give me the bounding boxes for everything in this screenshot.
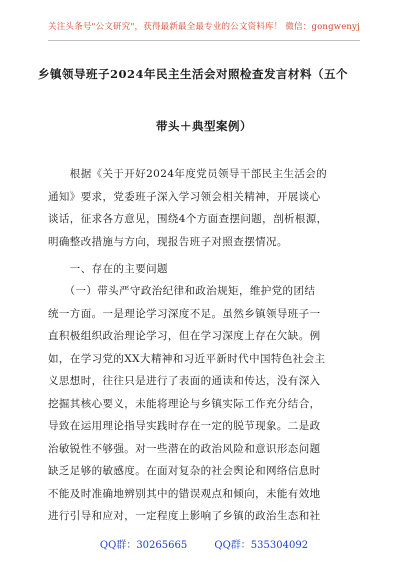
intro-line: 根据《关于开好2024年度党员领导干部民主生活会的 (48, 168, 328, 180)
paragraph-line: 直积极组织政治理论学习，但在学习深度上存在欠缺。例 (48, 330, 321, 342)
paragraph-line: 导致在运用理论指导实践时存在一定的脱节现象。二是政 (48, 420, 321, 432)
document-title-line-2: 带头＋典型案例） (156, 119, 252, 133)
document-title-line-1: 乡镇领导班子2024年民主生活会对照检查发言材料（五个 (38, 67, 349, 81)
intro-paragraph (48, 163, 360, 253)
qq-group-1: QQ群：30265665 (99, 540, 188, 551)
section-heading (48, 258, 360, 281)
paragraph-line: 缺乏足够的敏感度。在面对复杂的社会舆论和网络信息时 (48, 465, 321, 477)
paragraph-line: 挖掘其核心要义，未能将理论与乡镇实际工作充分结合， (48, 397, 321, 410)
paragraph-line: 不能及时准确地辨别其中的错误观点和倾向，未能有效地 (48, 487, 321, 500)
intro-line: 通知》要求，党委班子深入学习领会相关精神，开展谈心 (48, 190, 321, 203)
header-divider (48, 40, 360, 41)
intro-line: 谈话，征求各方意见，围绕4个方面查摆问题，剖析根源， (48, 213, 328, 225)
paragraph-line: 治敏锐性不够强。对一些潜在的政治风险和意识形态问题 (48, 442, 321, 455)
paragraph-line: （一）带头严守政治纪律和政治规矩，维护党的团结 (48, 285, 316, 297)
section-heading-text: 一、存在的主要问题 (48, 263, 168, 275)
qq-group-2: QQ群：535304092 (214, 540, 309, 551)
intro-line: 明确整改措施与方向，现报告班子对照查摆情况。 (48, 235, 288, 248)
paragraph-line: 如，在学习党的XX大精神和习近平新时代中国特色社会主 (48, 352, 326, 365)
paragraph-line: 统一方面。一是理论学习深度不足。虽然乡镇领导班子一 (48, 307, 321, 320)
paragraph-line: 进行引导和应对，一定程度上影响了乡镇的政治生态和社 (48, 510, 321, 522)
footer-contact (0, 536, 408, 551)
paragraph-line: 义思想时，往往只是进行了表面的通读和传达，没有深入 (48, 375, 321, 387)
body-paragraph (48, 280, 360, 528)
promo-banner: 关注头条号"公文研究"，获得最新最全最专业的公文资料库！ 微信：gongwenyj (48, 22, 360, 32)
